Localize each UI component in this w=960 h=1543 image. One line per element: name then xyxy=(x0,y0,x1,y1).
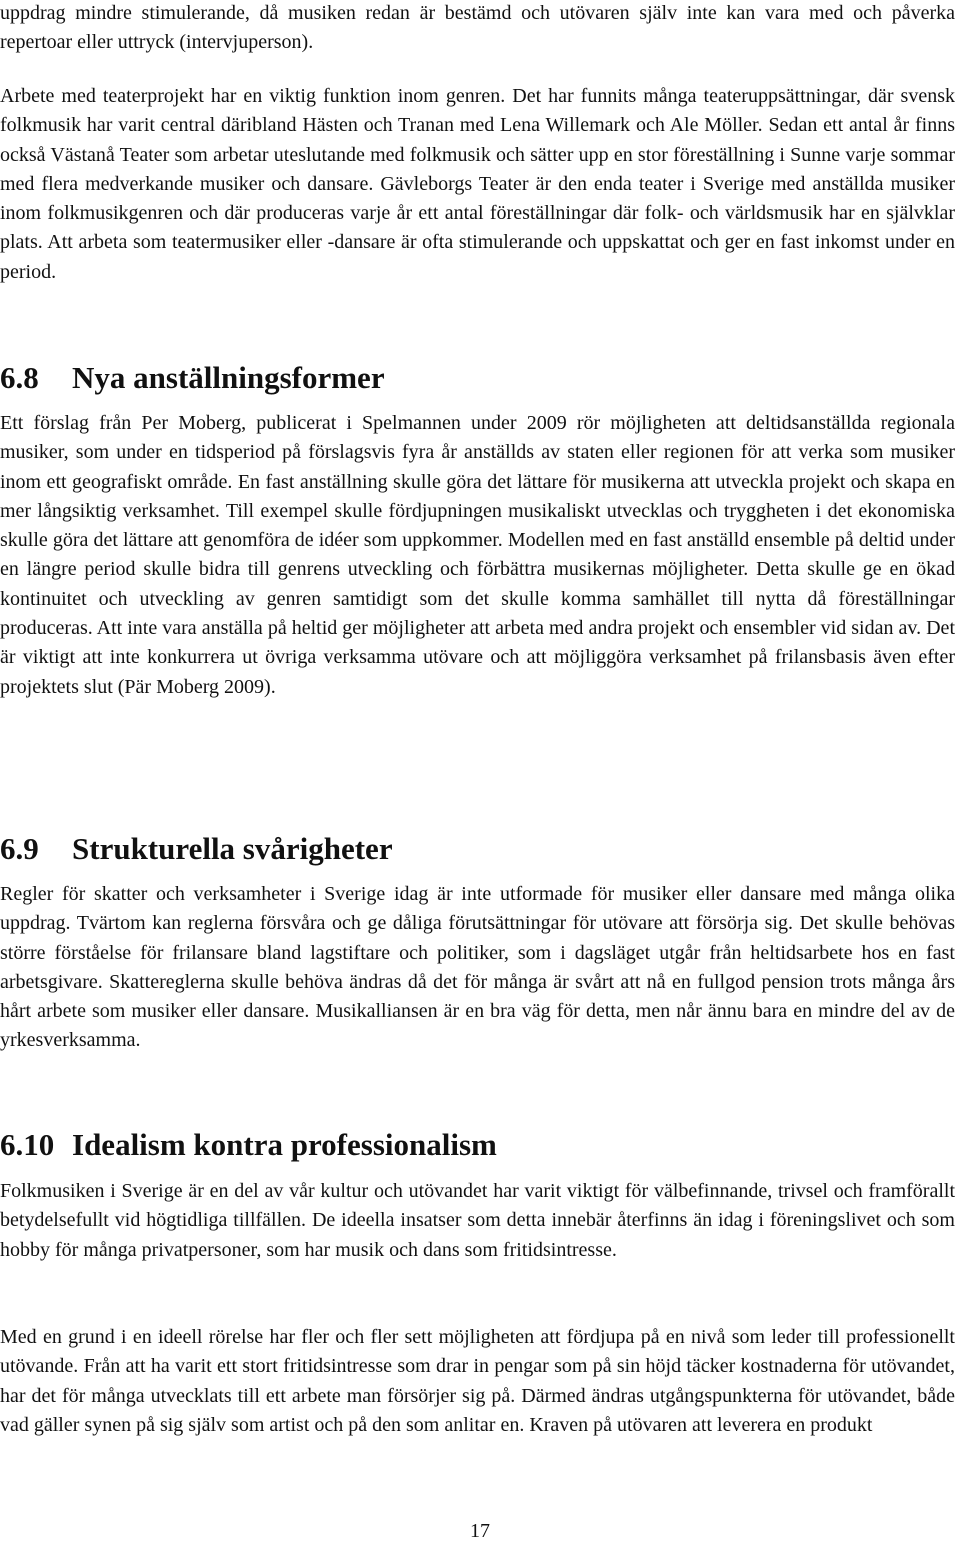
section-number: 6.10 xyxy=(0,1127,55,1162)
section-heading-6-9 xyxy=(0,829,393,869)
section-heading-6-8 xyxy=(0,358,385,398)
paragraph-nya-anstallningsformer: Ett förslag från Per Moberg, publicerat i Spelmannen under 2009 rör möjligheten att deltidsanställda regionala musiker, som under en tidsperiod på förslagsvis fyra år anställds av staten eller regionen för att verka som musiker inom ett geografiskt område. En fast anställning skulle göra det lättare för musikerna att utveckla projekt och skapa en mer långsiktig verksamhet. Till exempel skulle fördjupningen musikaliskt utvecklas och tryggheten i det ekonomiska skulle göra det lättare att genomföra de idéer som uppkommer. Modellen med en fast anställd ensemble på deltid under en längre period skulle bidra till genrens utveckling och förbättra musikernas möjligheter. Detta skulle ge en ökad kontinuitet och utveckling av genren samtidigt som det skulle komma samhället till nytta då föreställningar produceras. Att inte vara anställa på heltid ger möjligheter att arbeta med andra projekt och ensembler vid sidan av. Det är viktigt att inte konkurrera ut övriga verksamma utövare och att möjliggöra verksamhet på frilansbasis även efter projektets slut (Pär Moberg 2009). xyxy=(0,412,955,698)
section-heading-6-10 xyxy=(0,1125,497,1165)
paragraph-strukturella-svarigheter: Regler för skatter och verksamheter i Sverige idag är inte utformade för musiker eller dansare med många olika uppdrag. Tvärtom kan reglerna försvåra och ge dåliga förutsättningar för utövare att försörja sig. Det skulle behövas större förståelse för frilansare bland lagstiftare och politiker, som i dagsläget utgår från heltidsarbete hos en fast arbetsgivare. Skattereglerna skulle behöva ändras då det för många är svårt att nå en fullgod pension trots många års hårt arbete som musiker eller dansare. Musikalliansen är en bra väg för detta, men når ännu bara en mindre del av de yrkesverksamma. xyxy=(0,883,955,1052)
page-number: 17 xyxy=(470,1520,490,1542)
paragraph-teaterprojekt: Arbete med teaterprojekt har en viktig funktion inom genren. Det har funnits många teateruppsättningar, där svensk folkmusik har varit central däribland Hästen och Tranan med Lena Willemark och Ale Möller. Sedan ett antal år finns också Västanå Teater som arbetar uteslutande med folkmusik och sätter upp en stor föreställning i Sunne varje sommar med flera medverkande musiker och dansare. Gävleborgs Teater är den enda teater i Sverige med anställda musiker inom folkmusikgenren och där produceras varje år ett antal föreställningar där folk- och världsmusik har en självklar plats. Att arbeta som teatermusiker eller -dansare är ofta stimulerande och uppskattat och ger en fast inkomst under en period. xyxy=(0,85,955,283)
section-number: 6.9 xyxy=(0,831,39,866)
paragraph-idealism-2: Med en grund i en ideell rörelse har fler och fler sett möjligheten att fördjupa på en nivå som leder till professionellt utövande. Från att ha varit ett stort fritidsintresse som drar in pengar som på sin höjd täcker kostnaderna för utövandet, har det för många utvecklats till ett arbete man försörjer sig på. Därmed ändras utgångspunkterna för utövandet, både vad gäller synen på sig själv som artist och på den som anlitar en. Kraven på utövaren att leverera en produkt xyxy=(0,1326,955,1436)
section-title: Nya anställningsformer xyxy=(72,360,385,395)
section-number: 6.8 xyxy=(0,360,39,395)
section-title: Idealism kontra professionalism xyxy=(72,1127,497,1162)
section-title: Strukturella svårigheter xyxy=(72,831,393,866)
paragraph-idealism-1: Folkmusiken i Sverige är en del av vår kultur och utövandet har varit viktigt för välbefinnande, trivsel och framförallt betydelsefullt vid högtidliga tillfällen. De ideella insatser som detta innebär återfinns än idag i föreningslivet och som hobby för många privatpersoner, som har musik och dans som fritidsintresse. xyxy=(0,1180,955,1261)
paragraph-continued: uppdrag mindre stimulerande, då musiken redan är bestämd och utövaren själv inte kan vara med och påverka repertoar eller uttryck (intervjuperson). xyxy=(0,2,955,54)
